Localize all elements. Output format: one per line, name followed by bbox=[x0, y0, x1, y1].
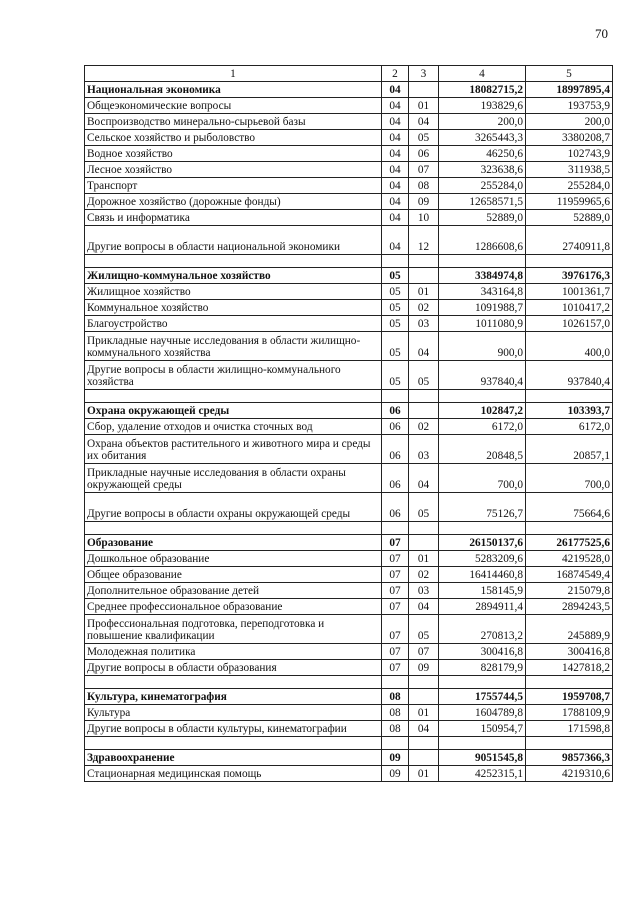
cell-name: Профессиональная подготовка, переподготовка и повышение квалификации bbox=[85, 615, 382, 644]
table-row bbox=[85, 551, 613, 567]
cell-value-1: 900,0 bbox=[439, 332, 526, 361]
cell-subsection: 04 bbox=[409, 332, 439, 361]
table-row bbox=[85, 316, 613, 332]
table-row bbox=[85, 599, 613, 615]
cell-value-1 bbox=[439, 390, 526, 403]
cell-value-1: 937840,4 bbox=[439, 361, 526, 390]
cell-section: 04 bbox=[382, 194, 409, 210]
cell-section: 09 bbox=[382, 766, 409, 782]
cell-value-2: 3380208,7 bbox=[526, 130, 613, 146]
cell-name: Здравоохранение bbox=[85, 750, 382, 766]
table-row bbox=[85, 361, 613, 390]
page-number: 70 bbox=[595, 26, 608, 41]
table-row bbox=[85, 766, 613, 782]
cell-value-1: 270813,2 bbox=[439, 615, 526, 644]
cell-subsection: 05 bbox=[409, 493, 439, 522]
table-row bbox=[85, 226, 613, 255]
cell-section: 08 bbox=[382, 705, 409, 721]
cell-subsection bbox=[409, 676, 439, 689]
cell-value-1 bbox=[439, 255, 526, 268]
cell-value-2: 700,0 bbox=[526, 464, 613, 493]
cell-value-1: 18082715,2 bbox=[439, 82, 526, 98]
cell-name: Стационарная медицинская помощь bbox=[85, 766, 382, 782]
table-row bbox=[85, 98, 613, 114]
cell-subsection: 07 bbox=[409, 162, 439, 178]
section-row bbox=[85, 535, 613, 551]
cell-name: Связь и информатика bbox=[85, 210, 382, 226]
cell-section: 05 bbox=[382, 268, 409, 284]
cell-subsection: 05 bbox=[409, 615, 439, 644]
cell-value-1 bbox=[439, 522, 526, 535]
cell-name: Водное хозяйство bbox=[85, 146, 382, 162]
cell-section: 05 bbox=[382, 316, 409, 332]
header-cell-value-1: 4 bbox=[439, 66, 526, 82]
cell-name bbox=[85, 737, 382, 750]
cell-value-1: 4252315,1 bbox=[439, 766, 526, 782]
budget-table-body bbox=[85, 66, 613, 782]
cell-section: 07 bbox=[382, 599, 409, 615]
cell-section: 07 bbox=[382, 535, 409, 551]
cell-value-2 bbox=[526, 737, 613, 750]
table-row bbox=[85, 583, 613, 599]
cell-section: 04 bbox=[382, 98, 409, 114]
cell-value-2: 16874549,4 bbox=[526, 567, 613, 583]
cell-value-2: 1427818,2 bbox=[526, 660, 613, 676]
cell-value-1: 1011080,9 bbox=[439, 316, 526, 332]
cell-name: Другие вопросы в области охраны окружающей среды bbox=[85, 493, 382, 522]
cell-subsection: 09 bbox=[409, 194, 439, 210]
cell-name: Другие вопросы в области культуры, кинематографии bbox=[85, 721, 382, 737]
cell-subsection: 04 bbox=[409, 721, 439, 737]
table-row bbox=[85, 721, 613, 737]
cell-value-2: 1026157,0 bbox=[526, 316, 613, 332]
cell-value-1 bbox=[439, 737, 526, 750]
table-row bbox=[85, 567, 613, 583]
cell-subsection: 01 bbox=[409, 551, 439, 567]
cell-name: Образование bbox=[85, 535, 382, 551]
cell-subsection: 10 bbox=[409, 210, 439, 226]
cell-section: 06 bbox=[382, 403, 409, 419]
cell-value-2: 11959965,6 bbox=[526, 194, 613, 210]
cell-subsection: 09 bbox=[409, 660, 439, 676]
table-row bbox=[85, 419, 613, 435]
cell-section: 07 bbox=[382, 567, 409, 583]
cell-name: Жилищно-коммунальное хозяйство bbox=[85, 268, 382, 284]
cell-subsection: 01 bbox=[409, 284, 439, 300]
cell-section: 05 bbox=[382, 300, 409, 316]
table-row bbox=[85, 705, 613, 721]
cell-section: 07 bbox=[382, 660, 409, 676]
cell-name: Жилищное хозяйство bbox=[85, 284, 382, 300]
cell-subsection: 06 bbox=[409, 146, 439, 162]
spacer-row bbox=[85, 676, 613, 689]
section-row bbox=[85, 82, 613, 98]
cell-section: 04 bbox=[382, 114, 409, 130]
table-row bbox=[85, 332, 613, 361]
cell-section: 04 bbox=[382, 130, 409, 146]
cell-section: 05 bbox=[382, 284, 409, 300]
cell-subsection: 03 bbox=[409, 583, 439, 599]
cell-value-2: 200,0 bbox=[526, 114, 613, 130]
section-row bbox=[85, 750, 613, 766]
table-row bbox=[85, 660, 613, 676]
cell-subsection: 02 bbox=[409, 567, 439, 583]
cell-value-1: 9051545,8 bbox=[439, 750, 526, 766]
table-row bbox=[85, 146, 613, 162]
cell-subsection: 01 bbox=[409, 98, 439, 114]
cell-name: Охрана объектов растительного и животного мира и среды их обитания bbox=[85, 435, 382, 464]
cell-subsection: 01 bbox=[409, 766, 439, 782]
cell-value-2: 2894243,5 bbox=[526, 599, 613, 615]
cell-section: 04 bbox=[382, 146, 409, 162]
cell-name: Транспорт bbox=[85, 178, 382, 194]
cell-value-2: 1010417,2 bbox=[526, 300, 613, 316]
cell-section: 08 bbox=[382, 689, 409, 705]
cell-value-1: 46250,6 bbox=[439, 146, 526, 162]
cell-section: 05 bbox=[382, 332, 409, 361]
cell-value-1: 323638,6 bbox=[439, 162, 526, 178]
cell-name bbox=[85, 676, 382, 689]
cell-name: Благоустройство bbox=[85, 316, 382, 332]
cell-value-2: 171598,8 bbox=[526, 721, 613, 737]
cell-value-1: 150954,7 bbox=[439, 721, 526, 737]
table-row bbox=[85, 178, 613, 194]
cell-value-2: 1001361,7 bbox=[526, 284, 613, 300]
cell-value-1: 343164,8 bbox=[439, 284, 526, 300]
cell-value-1: 16414460,8 bbox=[439, 567, 526, 583]
cell-value-1: 3384974,8 bbox=[439, 268, 526, 284]
cell-subsection bbox=[409, 750, 439, 766]
cell-value-1: 828179,9 bbox=[439, 660, 526, 676]
cell-section: 06 bbox=[382, 419, 409, 435]
header-cell-subsection: 3 bbox=[409, 66, 439, 82]
cell-name: Культура bbox=[85, 705, 382, 721]
cell-value-2: 3976176,3 bbox=[526, 268, 613, 284]
cell-value-1: 5283209,6 bbox=[439, 551, 526, 567]
spacer-row bbox=[85, 390, 613, 403]
cell-value-2 bbox=[526, 255, 613, 268]
cell-section: 04 bbox=[382, 226, 409, 255]
cell-value-2: 75664,6 bbox=[526, 493, 613, 522]
table-row bbox=[85, 615, 613, 644]
cell-subsection: 08 bbox=[409, 178, 439, 194]
cell-subsection: 03 bbox=[409, 316, 439, 332]
cell-name: Прикладные научные исследования в области жилищно-коммунального хозяйства bbox=[85, 332, 382, 361]
cell-section: 06 bbox=[382, 464, 409, 493]
cell-value-2: 255284,0 bbox=[526, 178, 613, 194]
cell-value-2: 300416,8 bbox=[526, 644, 613, 660]
table-row bbox=[85, 162, 613, 178]
table-header-row bbox=[85, 66, 613, 82]
cell-section bbox=[382, 676, 409, 689]
cell-subsection: 04 bbox=[409, 599, 439, 615]
cell-name: Дошкольное образование bbox=[85, 551, 382, 567]
cell-value-1: 12658571,5 bbox=[439, 194, 526, 210]
cell-section: 04 bbox=[382, 82, 409, 98]
cell-value-2: 102743,9 bbox=[526, 146, 613, 162]
cell-section: 07 bbox=[382, 615, 409, 644]
cell-name: Общее образование bbox=[85, 567, 382, 583]
cell-name: Молодежная политика bbox=[85, 644, 382, 660]
cell-subsection: 04 bbox=[409, 114, 439, 130]
cell-subsection: 05 bbox=[409, 130, 439, 146]
cell-value-1: 26150137,6 bbox=[439, 535, 526, 551]
table-row bbox=[85, 464, 613, 493]
cell-value-2: 1788109,9 bbox=[526, 705, 613, 721]
cell-value-2: 18997895,4 bbox=[526, 82, 613, 98]
cell-value-2: 193753,9 bbox=[526, 98, 613, 114]
cell-value-2: 4219528,0 bbox=[526, 551, 613, 567]
cell-value-1: 200,0 bbox=[439, 114, 526, 130]
cell-section: 06 bbox=[382, 493, 409, 522]
section-row bbox=[85, 689, 613, 705]
cell-subsection: 03 bbox=[409, 435, 439, 464]
cell-value-2: 9857366,3 bbox=[526, 750, 613, 766]
cell-value-1 bbox=[439, 676, 526, 689]
cell-value-2 bbox=[526, 522, 613, 535]
cell-value-2: 20857,1 bbox=[526, 435, 613, 464]
cell-value-2: 4219310,6 bbox=[526, 766, 613, 782]
cell-name: Коммунальное хозяйство bbox=[85, 300, 382, 316]
cell-value-1: 75126,7 bbox=[439, 493, 526, 522]
cell-subsection bbox=[409, 522, 439, 535]
cell-value-1: 700,0 bbox=[439, 464, 526, 493]
cell-name: Национальная экономика bbox=[85, 82, 382, 98]
cell-subsection bbox=[409, 737, 439, 750]
cell-subsection bbox=[409, 689, 439, 705]
table-row bbox=[85, 284, 613, 300]
cell-subsection bbox=[409, 535, 439, 551]
cell-subsection: 02 bbox=[409, 419, 439, 435]
cell-value-2 bbox=[526, 676, 613, 689]
cell-section: 04 bbox=[382, 162, 409, 178]
cell-name bbox=[85, 255, 382, 268]
cell-section: 09 bbox=[382, 750, 409, 766]
section-row bbox=[85, 268, 613, 284]
cell-value-1: 20848,5 bbox=[439, 435, 526, 464]
table-row bbox=[85, 210, 613, 226]
cell-value-1: 2894911,4 bbox=[439, 599, 526, 615]
cell-value-1: 1091988,7 bbox=[439, 300, 526, 316]
cell-value-2: 6172,0 bbox=[526, 419, 613, 435]
cell-section: 06 bbox=[382, 435, 409, 464]
cell-value-1: 193829,6 bbox=[439, 98, 526, 114]
table-row bbox=[85, 493, 613, 522]
header-cell-name: 1 bbox=[85, 66, 382, 82]
cell-subsection: 12 bbox=[409, 226, 439, 255]
cell-name: Охрана окружающей среды bbox=[85, 403, 382, 419]
cell-value-1: 102847,2 bbox=[439, 403, 526, 419]
table-row bbox=[85, 435, 613, 464]
cell-value-2: 311938,5 bbox=[526, 162, 613, 178]
cell-name bbox=[85, 522, 382, 535]
cell-name: Другие вопросы в области образования bbox=[85, 660, 382, 676]
spacer-row bbox=[85, 522, 613, 535]
header-cell-value-2: 5 bbox=[526, 66, 613, 82]
cell-section: 04 bbox=[382, 178, 409, 194]
section-row bbox=[85, 403, 613, 419]
cell-value-1: 255284,0 bbox=[439, 178, 526, 194]
cell-subsection: 05 bbox=[409, 361, 439, 390]
cell-subsection: 02 bbox=[409, 300, 439, 316]
cell-subsection bbox=[409, 268, 439, 284]
cell-name: Воспроизводство минерально-сырьевой базы bbox=[85, 114, 382, 130]
cell-name: Прикладные научные исследования в области охраны окружающей среды bbox=[85, 464, 382, 493]
cell-value-2: 1959708,7 bbox=[526, 689, 613, 705]
spacer-row bbox=[85, 737, 613, 750]
table-row bbox=[85, 194, 613, 210]
cell-subsection bbox=[409, 82, 439, 98]
cell-value-2: 52889,0 bbox=[526, 210, 613, 226]
cell-value-1: 52889,0 bbox=[439, 210, 526, 226]
cell-name: Культура, кинематография bbox=[85, 689, 382, 705]
cell-section bbox=[382, 522, 409, 535]
table-row bbox=[85, 300, 613, 316]
cell-value-2 bbox=[526, 390, 613, 403]
cell-value-1: 1755744,5 bbox=[439, 689, 526, 705]
cell-name: Дорожное хозяйство (дорожные фонды) bbox=[85, 194, 382, 210]
cell-section: 04 bbox=[382, 210, 409, 226]
cell-section: 07 bbox=[382, 644, 409, 660]
cell-value-1: 6172,0 bbox=[439, 419, 526, 435]
cell-section: 05 bbox=[382, 361, 409, 390]
cell-value-2: 26177525,6 bbox=[526, 535, 613, 551]
cell-subsection: 01 bbox=[409, 705, 439, 721]
header-cell-section: 2 bbox=[382, 66, 409, 82]
cell-subsection bbox=[409, 403, 439, 419]
cell-subsection bbox=[409, 255, 439, 268]
cell-value-2: 2740911,8 bbox=[526, 226, 613, 255]
table-row bbox=[85, 114, 613, 130]
cell-value-2: 103393,7 bbox=[526, 403, 613, 419]
cell-name: Сельское хозяйство и рыболовство bbox=[85, 130, 382, 146]
cell-section: 07 bbox=[382, 583, 409, 599]
cell-subsection: 07 bbox=[409, 644, 439, 660]
cell-name: Среднее профессиональное образование bbox=[85, 599, 382, 615]
table-row bbox=[85, 130, 613, 146]
cell-value-2: 215079,8 bbox=[526, 583, 613, 599]
cell-section bbox=[382, 390, 409, 403]
cell-name bbox=[85, 390, 382, 403]
cell-name: Дополнительное образование детей bbox=[85, 583, 382, 599]
cell-subsection bbox=[409, 390, 439, 403]
budget-table bbox=[84, 65, 613, 782]
table-row bbox=[85, 644, 613, 660]
cell-section bbox=[382, 737, 409, 750]
cell-subsection: 04 bbox=[409, 464, 439, 493]
cell-section: 07 bbox=[382, 551, 409, 567]
cell-value-1: 3265443,3 bbox=[439, 130, 526, 146]
cell-value-1: 1286608,6 bbox=[439, 226, 526, 255]
cell-name: Лесное хозяйство bbox=[85, 162, 382, 178]
cell-value-1: 158145,9 bbox=[439, 583, 526, 599]
cell-value-2: 400,0 bbox=[526, 332, 613, 361]
cell-section: 08 bbox=[382, 721, 409, 737]
cell-value-2: 245889,9 bbox=[526, 615, 613, 644]
cell-name: Общеэкономические вопросы bbox=[85, 98, 382, 114]
cell-value-1: 300416,8 bbox=[439, 644, 526, 660]
cell-value-2: 937840,4 bbox=[526, 361, 613, 390]
cell-section bbox=[382, 255, 409, 268]
cell-value-1: 1604789,8 bbox=[439, 705, 526, 721]
cell-name: Другие вопросы в области национальной экономики bbox=[85, 226, 382, 255]
cell-name: Другие вопросы в области жилищно-коммунального хозяйства bbox=[85, 361, 382, 390]
spacer-row bbox=[85, 255, 613, 268]
cell-name: Сбор, удаление отходов и очистка сточных вод bbox=[85, 419, 382, 435]
